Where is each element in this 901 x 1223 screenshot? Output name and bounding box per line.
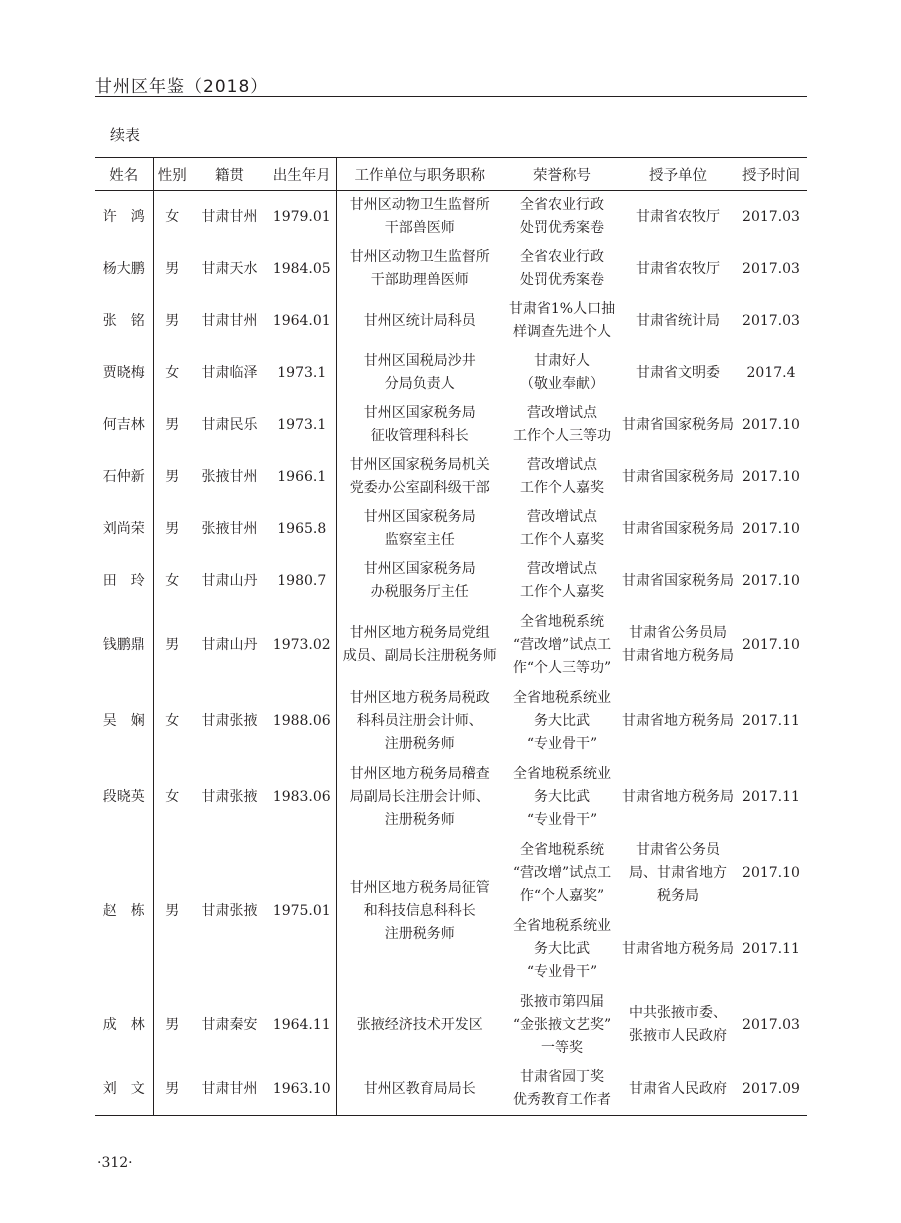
cell-birth: 1984.05 [268, 243, 336, 295]
cell-origin: 甘肃天水 [201, 260, 258, 277]
cell-origin: 甘肃甘州 [201, 208, 258, 225]
cell-origin: 张掖甘州 [201, 468, 258, 485]
cell-grantor: 甘肃省国家税务局 [622, 468, 734, 485]
cell-origin: 甘肃民乐 [201, 416, 258, 433]
cell-birth: 1973.1 [268, 399, 336, 451]
cell-date: 2017.11 [742, 712, 800, 729]
cell-honor: 全省地税系统业 务大比武 “专业骨干” [513, 689, 611, 752]
cell-birth: 1963.10 [268, 1063, 336, 1116]
table-header-row [95, 158, 807, 191]
cell-origin: 甘肃秦安 [201, 1016, 258, 1033]
cell-name: 许 鸿 [95, 191, 153, 244]
col-header-name: 姓名 [95, 158, 153, 191]
cell-date: 2017.10 [742, 572, 800, 589]
cell-name: 何吉林 [95, 399, 153, 451]
table-row [95, 759, 807, 835]
cell-grantor: 甘肃省国家税务局 [622, 416, 734, 433]
cell-birth: 1965.8 [268, 503, 336, 555]
cell-unit: 甘州区教育局局长 [336, 1063, 503, 1116]
cell-grantor: 甘肃省公务员局 甘肃省地方税务局 [622, 625, 734, 664]
cell-name: 段晓英 [95, 759, 153, 835]
cell-honor: 张掖市第四届 “金张掖文艺奖” 一等奖 [512, 993, 612, 1056]
cell-date: 2017.03 [742, 260, 800, 277]
table-row [95, 987, 807, 1063]
cell-gender: 男 [165, 520, 180, 537]
cell-grantor: 甘肃省国家税务局 [622, 572, 734, 589]
cell-date: 2017.10 [742, 636, 800, 653]
cell-honor: 甘肃省1%人口抽 样调查先进个人 [508, 301, 616, 340]
cell-birth: 1966.1 [268, 451, 336, 503]
cell-birth: 1964.11 [268, 987, 336, 1063]
cell-origin: 甘肃甘州 [191, 1063, 268, 1116]
cell-date: 2017.03 [742, 1016, 800, 1033]
cell-origin: 张掖甘州 [201, 520, 258, 537]
cell-gender: 女 [165, 572, 180, 589]
cell-origin: 甘肃张掖 [201, 788, 258, 805]
cell-date: 2017.10 [742, 520, 800, 537]
cell-name: 杨大鹏 [95, 243, 153, 295]
cell-unit: 甘州区地方税务局征管 和科技信息科科长 注册税务师 [349, 879, 490, 942]
cell-gender: 女 [165, 712, 180, 729]
cell-birth: 1983.06 [268, 759, 336, 835]
table-row [95, 191, 807, 244]
cell-unit: 甘州区动物卫生监督所 干部助理兽医师 [349, 249, 490, 288]
cell-grantor: 甘肃省国家税务局 [622, 520, 734, 537]
cell-gender: 女 [165, 208, 180, 225]
cell-name: 赵 栋 [95, 835, 153, 987]
header-rule [95, 96, 807, 97]
cell-unit: 甘州区国家税务局机关 党委办公室副科级干部 [349, 457, 490, 496]
cell-birth: 1964.01 [268, 295, 336, 347]
cell-name: 贾晓梅 [95, 347, 153, 399]
col-header-date: 授予时间 [735, 158, 807, 191]
cell-unit: 甘州区国家税务局 办税服务厅主任 [363, 561, 476, 600]
cell-honor: 全省地税系统 “营改增”试点工 作“个人嘉奖” [512, 841, 612, 904]
cell-name: 刘尚荣 [95, 503, 153, 555]
cell-gender: 男 [165, 1016, 180, 1033]
table-row [95, 295, 807, 347]
table-row [95, 399, 807, 451]
cell-date: 2017.4 [746, 364, 796, 381]
cell-honor: 营改增试点 工作个人嘉奖 [520, 509, 604, 548]
cell-date: 2017.10 [742, 468, 800, 485]
page-number: ·312· [97, 1155, 133, 1171]
cell-date: 2017.10 [742, 416, 800, 433]
cell-grantor: 甘肃省地方税务局 [622, 940, 734, 957]
cell-unit: 甘州区国税局沙井 分局负责人 [363, 353, 476, 392]
cell-honor: 营改增试点 工作个人嘉奖 [520, 457, 604, 496]
cell-honor: 全省农业行政 处罚优秀案卷 [520, 197, 604, 236]
cell-date: 2017.03 [742, 208, 800, 225]
col-header-unit: 工作单位与职务职称 [336, 158, 503, 191]
cell-gender: 男 [165, 636, 180, 653]
cell-honor: 全省地税系统业 务大比武 “专业骨干” [513, 765, 611, 828]
cell-origin: 甘肃张掖 [201, 902, 258, 919]
table-row [95, 503, 807, 555]
cell-birth: 1980.7 [268, 555, 336, 607]
table-row [95, 347, 807, 399]
cell-grantor: 甘肃省文明委 [636, 364, 720, 381]
cell-origin: 甘肃临泽 [201, 364, 258, 381]
cell-birth: 1979.01 [268, 191, 336, 244]
cell-unit: 甘州区国家税务局 监察室主任 [363, 509, 476, 548]
honors-table [95, 157, 807, 1116]
cell-honor: 营改增试点 工作个人三等功 [513, 405, 611, 444]
col-header-gender: 性别 [153, 158, 191, 191]
cell-birth: 1975.01 [268, 835, 336, 987]
cell-honor: 甘肃好人 （敬业奉献） [520, 353, 604, 392]
table-row [95, 451, 807, 503]
cell-origin: 甘肃甘州 [201, 312, 258, 329]
col-header-origin: 籍贯 [191, 158, 268, 191]
cell-name: 石仲新 [95, 451, 153, 503]
cell-origin: 甘肃张掖 [201, 712, 258, 729]
cell-unit: 甘州区统计局科员 [363, 312, 476, 329]
cell-birth: 1973.1 [268, 347, 336, 399]
cell-gender: 女 [165, 788, 180, 805]
cell-honor: 营改增试点 工作个人嘉奖 [520, 561, 604, 600]
cell-grantor: 甘肃省统计局 [636, 312, 720, 329]
table-continued-label: 续表 [110, 126, 141, 144]
col-header-grantor: 授予单位 [621, 158, 735, 191]
cell-date: 2017.11 [742, 940, 800, 957]
cell-grantor: 中共张掖市委、 张掖市人民政府 [629, 1005, 727, 1044]
table-body [95, 191, 807, 1116]
cell-name: 张 铭 [95, 295, 153, 347]
cell-gender: 男 [165, 260, 180, 277]
cell-honor: 全省农业行政 处罚优秀案卷 [520, 249, 604, 288]
cell-grantor: 甘肃省地方税务局 [622, 712, 734, 729]
table-row [95, 683, 807, 759]
cell-honor: 全省地税系统 “营改增”试点工 作“个人三等功” [512, 613, 612, 676]
cell-unit: 甘州区地方税务局稽查 局副局长注册会计师、 注册税务师 [349, 765, 490, 828]
table-row [95, 555, 807, 607]
cell-date: 2017.10 [742, 864, 800, 881]
cell-unit: 甘州区地方税务局党组 成员、副局长注册税务师 [342, 625, 497, 664]
cell-origin: 甘肃山丹 [201, 572, 258, 589]
cell-gender: 男 [165, 468, 180, 485]
cell-name: 成 林 [95, 987, 153, 1063]
cell-origin: 甘肃山丹 [201, 636, 258, 653]
cell-birth: 1973.02 [268, 607, 336, 683]
cell-grantor: 甘肃省人民政府 [621, 1063, 735, 1116]
cell-gender: 男 [153, 1063, 191, 1116]
cell-date: 2017.09 [735, 1063, 807, 1116]
table-row [95, 835, 807, 911]
cell-grantor: 甘肃省农牧厅 [636, 260, 720, 277]
col-header-birth: 出生年月 [268, 158, 336, 191]
cell-unit: 甘州区国家税务局 征收管理科科长 [363, 405, 476, 444]
cell-name: 田 玲 [95, 555, 153, 607]
table-row [95, 607, 807, 683]
cell-gender: 男 [165, 416, 180, 433]
cell-grantor: 甘肃省地方税务局 [622, 788, 734, 805]
cell-gender: 男 [165, 312, 180, 329]
cell-date: 2017.11 [742, 788, 800, 805]
table-row [95, 1063, 807, 1116]
cell-gender: 女 [165, 364, 180, 381]
cell-grantor: 甘肃省公务员 局、甘肃省地方 税务局 [629, 841, 727, 904]
cell-grantor: 甘肃省农牧厅 [636, 208, 720, 225]
cell-honor: 甘肃省园丁奖 优秀教育工作者 [503, 1063, 621, 1116]
cell-date: 2017.03 [742, 312, 800, 329]
cell-birth: 1988.06 [268, 683, 336, 759]
cell-name: 钱鹏鼎 [95, 607, 153, 683]
cell-unit: 甘州区动物卫生监督所 干部兽医师 [349, 197, 490, 236]
cell-name: 吴 娴 [95, 683, 153, 759]
running-header: 甘州区年鉴（2018） [95, 77, 269, 97]
cell-unit: 张掖经济技术开发区 [356, 1016, 483, 1033]
cell-name: 刘 文 [95, 1063, 153, 1116]
cell-unit: 甘州区地方税务局税政 科科员注册会计师、 注册税务师 [349, 689, 490, 752]
cell-gender: 男 [165, 902, 180, 919]
table-row [95, 243, 807, 295]
col-header-honor: 荣誉称号 [503, 158, 621, 191]
cell-honor: 全省地税系统业 务大比武 “专业骨干” [513, 917, 611, 980]
